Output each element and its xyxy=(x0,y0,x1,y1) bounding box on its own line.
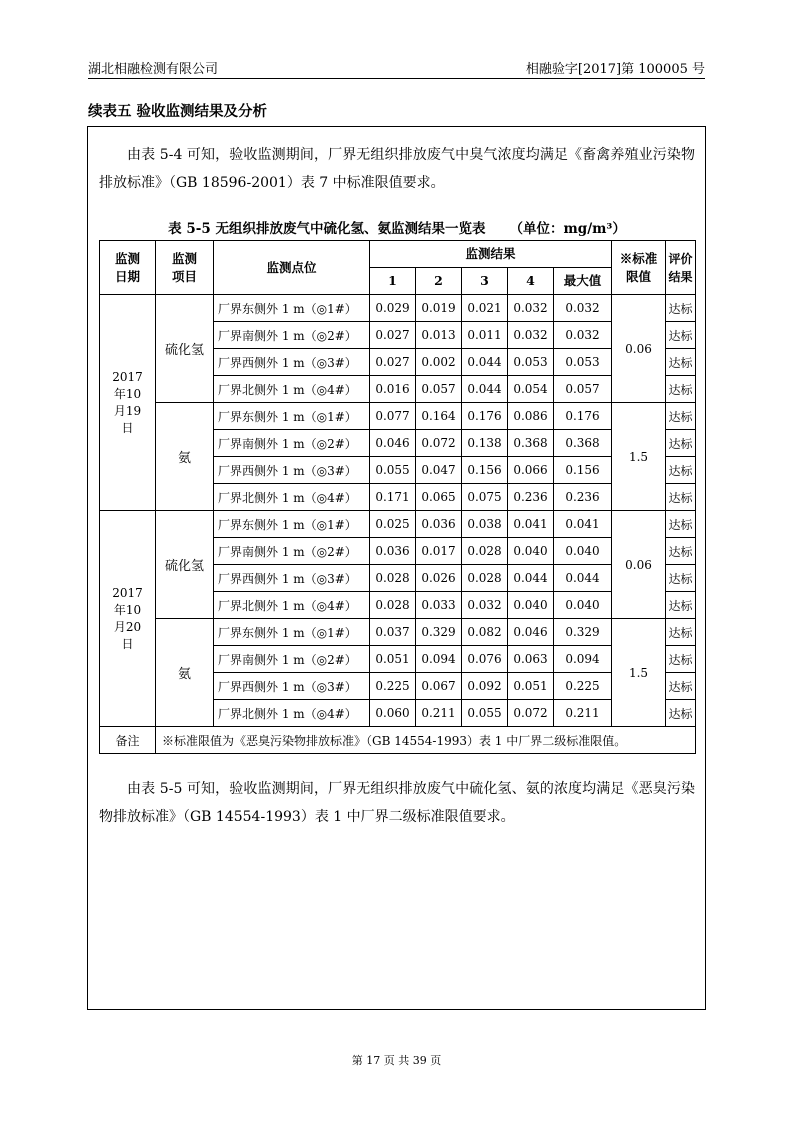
value-3: 0.176 xyxy=(462,403,508,430)
value-2: 0.047 xyxy=(416,457,462,484)
value-4: 0.040 xyxy=(508,592,554,619)
value-3: 0.055 xyxy=(462,700,508,727)
header-item: 监测项目 xyxy=(156,241,214,295)
value-3: 0.092 xyxy=(462,673,508,700)
value-4: 0.032 xyxy=(508,322,554,349)
table-unit: （单位：mg/m³） xyxy=(509,221,626,237)
monitoring-item: 氨 xyxy=(156,619,214,727)
value-2: 0.036 xyxy=(416,511,462,538)
table-title-text: 表 5-5 无组织排放废气中硫化氢、氨监测结果一览表 xyxy=(168,221,486,237)
value-3: 0.138 xyxy=(462,430,508,457)
value-3: 0.044 xyxy=(462,376,508,403)
monitoring-point: 厂界西侧外 1 m（◎3#） xyxy=(214,565,370,592)
max-value: 0.211 xyxy=(554,700,612,727)
monitoring-point: 厂界西侧外 1 m（◎3#） xyxy=(214,349,370,376)
monitoring-point: 厂界东侧外 1 m（◎1#） xyxy=(214,619,370,646)
value-1: 0.060 xyxy=(370,700,416,727)
value-2: 0.094 xyxy=(416,646,462,673)
value-4: 0.066 xyxy=(508,457,554,484)
value-2: 0.019 xyxy=(416,295,462,322)
value-1: 0.036 xyxy=(370,538,416,565)
monitoring-point: 厂界东侧外 1 m（◎1#） xyxy=(214,295,370,322)
value-4: 0.041 xyxy=(508,511,554,538)
monitoring-item: 氨 xyxy=(156,403,214,511)
header-results: 监测结果 xyxy=(370,241,612,268)
max-value: 0.032 xyxy=(554,295,612,322)
evaluation-result: 达标 xyxy=(666,349,696,376)
value-3: 0.082 xyxy=(462,619,508,646)
evaluation-result: 达标 xyxy=(666,484,696,511)
max-value: 0.156 xyxy=(554,457,612,484)
evaluation-result: 达标 xyxy=(666,430,696,457)
value-2: 0.002 xyxy=(416,349,462,376)
max-value: 0.225 xyxy=(554,673,612,700)
value-4: 0.044 xyxy=(508,565,554,592)
evaluation-result: 达标 xyxy=(666,592,696,619)
value-3: 0.044 xyxy=(462,349,508,376)
value-4: 0.053 xyxy=(508,349,554,376)
note-row xyxy=(100,727,696,754)
note-text: ※标准限值为《恶臭污染物排放标准》（GB 14554-1993）表 1 中厂界二级标准限值。 xyxy=(156,727,696,754)
note-label: 备注 xyxy=(100,727,156,754)
value-3: 0.021 xyxy=(462,295,508,322)
page-number: 第 17 页 共 39 页 xyxy=(351,1054,442,1067)
header-c1: 1 xyxy=(370,268,416,295)
evaluation-result: 达标 xyxy=(666,295,696,322)
value-2: 0.026 xyxy=(416,565,462,592)
evaluation-result: 达标 xyxy=(666,457,696,484)
monitoring-point: 厂界北侧外 1 m（◎4#） xyxy=(214,484,370,511)
header-c2: 2 xyxy=(416,268,462,295)
monitoring-point: 厂界南侧外 1 m（◎2#） xyxy=(214,646,370,673)
conclusion-paragraph: 由表 5-5 可知，验收监测期间，厂界无组织排放废气中硫化氢、氨的浓度均满足《恶臭污染物排放标准》（GB 14554-1993）表 1 中厂界二级标准限值要求。 xyxy=(99,781,695,825)
value-2: 0.013 xyxy=(416,322,462,349)
table-row xyxy=(100,619,696,646)
table-row xyxy=(100,403,696,430)
standard-limit: 0.06 xyxy=(612,511,666,619)
value-3: 0.028 xyxy=(462,538,508,565)
max-value: 0.094 xyxy=(554,646,612,673)
value-1: 0.046 xyxy=(370,430,416,457)
standard-limit: 1.5 xyxy=(612,403,666,511)
max-value: 0.057 xyxy=(554,376,612,403)
monitoring-point: 厂界北侧外 1 m（◎4#） xyxy=(214,376,370,403)
value-1: 0.051 xyxy=(370,646,416,673)
monitoring-date: 2017年10月19日 xyxy=(100,295,156,511)
header-point: 监测点位 xyxy=(214,241,370,295)
value-3: 0.032 xyxy=(462,592,508,619)
evaluation-result: 达标 xyxy=(666,673,696,700)
max-value: 0.044 xyxy=(554,565,612,592)
table-header xyxy=(100,241,696,295)
max-value: 0.368 xyxy=(554,430,612,457)
monitoring-point: 厂界南侧外 1 m（◎2#） xyxy=(214,538,370,565)
monitoring-point: 厂界西侧外 1 m（◎3#） xyxy=(214,457,370,484)
monitoring-point: 厂界南侧外 1 m（◎2#） xyxy=(214,322,370,349)
header-date: 监测日期 xyxy=(100,241,156,295)
evaluation-result: 达标 xyxy=(666,565,696,592)
table-row xyxy=(100,511,696,538)
monitoring-point: 厂界北侧外 1 m（◎4#） xyxy=(214,592,370,619)
value-1: 0.016 xyxy=(370,376,416,403)
monitoring-point: 厂界东侧外 1 m（◎1#） xyxy=(214,403,370,430)
value-4: 0.086 xyxy=(508,403,554,430)
table-body xyxy=(100,295,696,727)
table-row xyxy=(100,295,696,322)
standard-limit: 1.5 xyxy=(612,619,666,727)
value-4: 0.040 xyxy=(508,538,554,565)
evaluation-result: 达标 xyxy=(666,403,696,430)
page-header xyxy=(88,56,705,79)
max-value: 0.329 xyxy=(554,619,612,646)
max-value: 0.040 xyxy=(554,592,612,619)
value-2: 0.072 xyxy=(416,430,462,457)
monitoring-item: 硫化氢 xyxy=(156,295,214,403)
monitoring-item: 硫化氢 xyxy=(156,511,214,619)
value-4: 0.368 xyxy=(508,430,554,457)
value-3: 0.076 xyxy=(462,646,508,673)
header-max: 最大值 xyxy=(554,268,612,295)
standard-limit: 0.06 xyxy=(612,295,666,403)
evaluation-result: 达标 xyxy=(666,322,696,349)
evaluation-result: 达标 xyxy=(666,511,696,538)
header-c3: 3 xyxy=(462,268,508,295)
value-1: 0.037 xyxy=(370,619,416,646)
value-4: 0.072 xyxy=(508,700,554,727)
evaluation-result: 达标 xyxy=(666,538,696,565)
header-limit: ※标准限值 xyxy=(612,241,666,295)
value-1: 0.077 xyxy=(370,403,416,430)
max-value: 0.040 xyxy=(554,538,612,565)
table-title xyxy=(99,217,695,237)
value-3: 0.075 xyxy=(462,484,508,511)
value-2: 0.211 xyxy=(416,700,462,727)
max-value: 0.053 xyxy=(554,349,612,376)
monitoring-point: 厂界西侧外 1 m（◎3#） xyxy=(214,673,370,700)
report-number: 相融验字[2017]第 100005 号 xyxy=(525,62,705,77)
value-3: 0.038 xyxy=(462,511,508,538)
value-1: 0.029 xyxy=(370,295,416,322)
value-4: 0.032 xyxy=(508,295,554,322)
value-4: 0.051 xyxy=(508,673,554,700)
monitoring-results-table xyxy=(99,240,696,754)
section-title: 续表五 验收监测结果及分析 xyxy=(88,103,268,120)
value-1: 0.028 xyxy=(370,565,416,592)
value-2: 0.033 xyxy=(416,592,462,619)
header-c4: 4 xyxy=(508,268,554,295)
value-4: 0.063 xyxy=(508,646,554,673)
evaluation-result: 达标 xyxy=(666,376,696,403)
monitoring-date: 2017年10月20日 xyxy=(100,511,156,727)
evaluation-result: 达标 xyxy=(666,646,696,673)
max-value: 0.236 xyxy=(554,484,612,511)
value-4: 0.236 xyxy=(508,484,554,511)
value-4: 0.046 xyxy=(508,619,554,646)
company-name: 湖北相融检测有限公司 xyxy=(88,62,219,77)
value-1: 0.028 xyxy=(370,592,416,619)
value-1: 0.025 xyxy=(370,511,416,538)
value-3: 0.011 xyxy=(462,322,508,349)
value-1: 0.027 xyxy=(370,349,416,376)
value-1: 0.225 xyxy=(370,673,416,700)
value-4: 0.054 xyxy=(508,376,554,403)
intro-paragraph: 由表 5-4 可知，验收监测期间，厂界无组织排放废气中臭气浓度均满足《畜禽养殖业污染物排放标准》（GB 18596-2001）表 7 中标准限值要求。 xyxy=(99,147,695,191)
max-value: 0.032 xyxy=(554,322,612,349)
value-2: 0.329 xyxy=(416,619,462,646)
max-value: 0.041 xyxy=(554,511,612,538)
value-1: 0.171 xyxy=(370,484,416,511)
value-3: 0.028 xyxy=(462,565,508,592)
monitoring-point: 厂界东侧外 1 m（◎1#） xyxy=(214,511,370,538)
monitoring-point: 厂界北侧外 1 m（◎4#） xyxy=(214,700,370,727)
value-2: 0.065 xyxy=(416,484,462,511)
evaluation-result: 达标 xyxy=(666,700,696,727)
monitoring-point: 厂界南侧外 1 m（◎2#） xyxy=(214,430,370,457)
value-1: 0.027 xyxy=(370,322,416,349)
evaluation-result: 达标 xyxy=(666,619,696,646)
max-value: 0.176 xyxy=(554,403,612,430)
value-2: 0.057 xyxy=(416,376,462,403)
value-2: 0.067 xyxy=(416,673,462,700)
value-1: 0.055 xyxy=(370,457,416,484)
header-eval: 评价结果 xyxy=(666,241,696,295)
value-2: 0.017 xyxy=(416,538,462,565)
value-2: 0.164 xyxy=(416,403,462,430)
value-3: 0.156 xyxy=(462,457,508,484)
